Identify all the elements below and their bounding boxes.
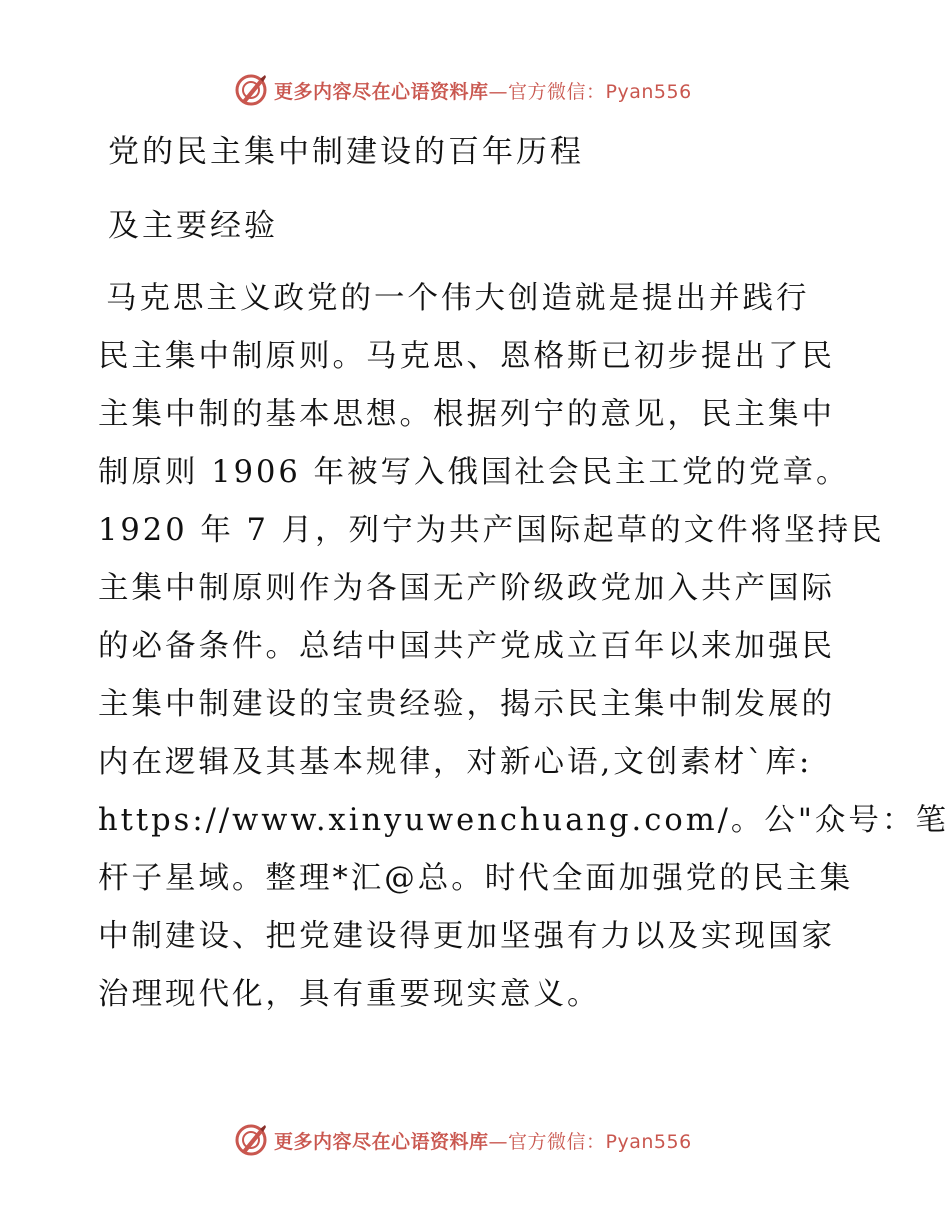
document-title-line-2: 及主要经验 bbox=[108, 208, 278, 244]
banner-separator: — bbox=[488, 80, 509, 103]
body-line: 杆子星域。整理*汇@总。时代全面加强党的民主集 bbox=[98, 861, 854, 896]
document-title-line-1: 党的民主集中制建设的百年历程 bbox=[108, 134, 584, 170]
banner-separator: — bbox=[488, 1130, 509, 1153]
body-line: 中制建设、把党建设得更加坚强有力以及实现国家 bbox=[98, 919, 835, 954]
body-line: 马克思主义政党的一个伟大创造就是提出并践行 bbox=[106, 281, 810, 316]
banner-official-label: 官方微信： bbox=[508, 80, 606, 103]
body-line: 1920 年 7 月，列宁为共产国际起草的文件将坚持民 bbox=[98, 513, 885, 548]
body-line-url: https://www.xinyuwenchuang.com/。公"众号：笔 bbox=[98, 803, 949, 838]
banner-main-text: 更多内容尽在心语资料库 bbox=[274, 80, 489, 103]
banner-official-label: 官方微信： bbox=[508, 1130, 606, 1153]
pen-logo-icon bbox=[234, 1123, 268, 1157]
body-line: 民主集中制原则。马克思、恩格斯已初步提出了民 bbox=[98, 339, 835, 374]
banner-text bbox=[274, 1127, 692, 1154]
body-line: 治理现代化，具有重要现实意义。 bbox=[98, 977, 601, 1012]
banner-content bbox=[234, 1120, 692, 1160]
header-banner bbox=[0, 70, 950, 110]
body-line: 主集中制的基本思想。根据列宁的意见，民主集中 bbox=[98, 397, 835, 432]
body-line: 内在逻辑及其基本规律，对新心语,文创素材`库: bbox=[98, 745, 813, 780]
body-line: 制原则 1906 年被写入俄国社会民主工党的党章。 bbox=[98, 455, 850, 490]
body-paragraph bbox=[98, 270, 949, 1024]
banner-content bbox=[234, 70, 692, 110]
banner-wechat-id: Pyan556 bbox=[605, 80, 692, 103]
banner-main-text: 更多内容尽在心语资料库 bbox=[274, 1130, 489, 1153]
body-line: 的必备条件。总结中国共产党成立百年以来加强民 bbox=[98, 629, 835, 664]
footer-banner bbox=[0, 1120, 950, 1160]
body-line: 主集中制建设的宝贵经验，揭示民主集中制发展的 bbox=[98, 687, 835, 722]
banner-wechat-id: Pyan556 bbox=[605, 1130, 692, 1153]
body-line: 主集中制原则作为各国无产阶级政党加入共产国际 bbox=[98, 571, 835, 606]
pen-logo-icon bbox=[234, 73, 268, 107]
banner-text bbox=[274, 77, 692, 104]
